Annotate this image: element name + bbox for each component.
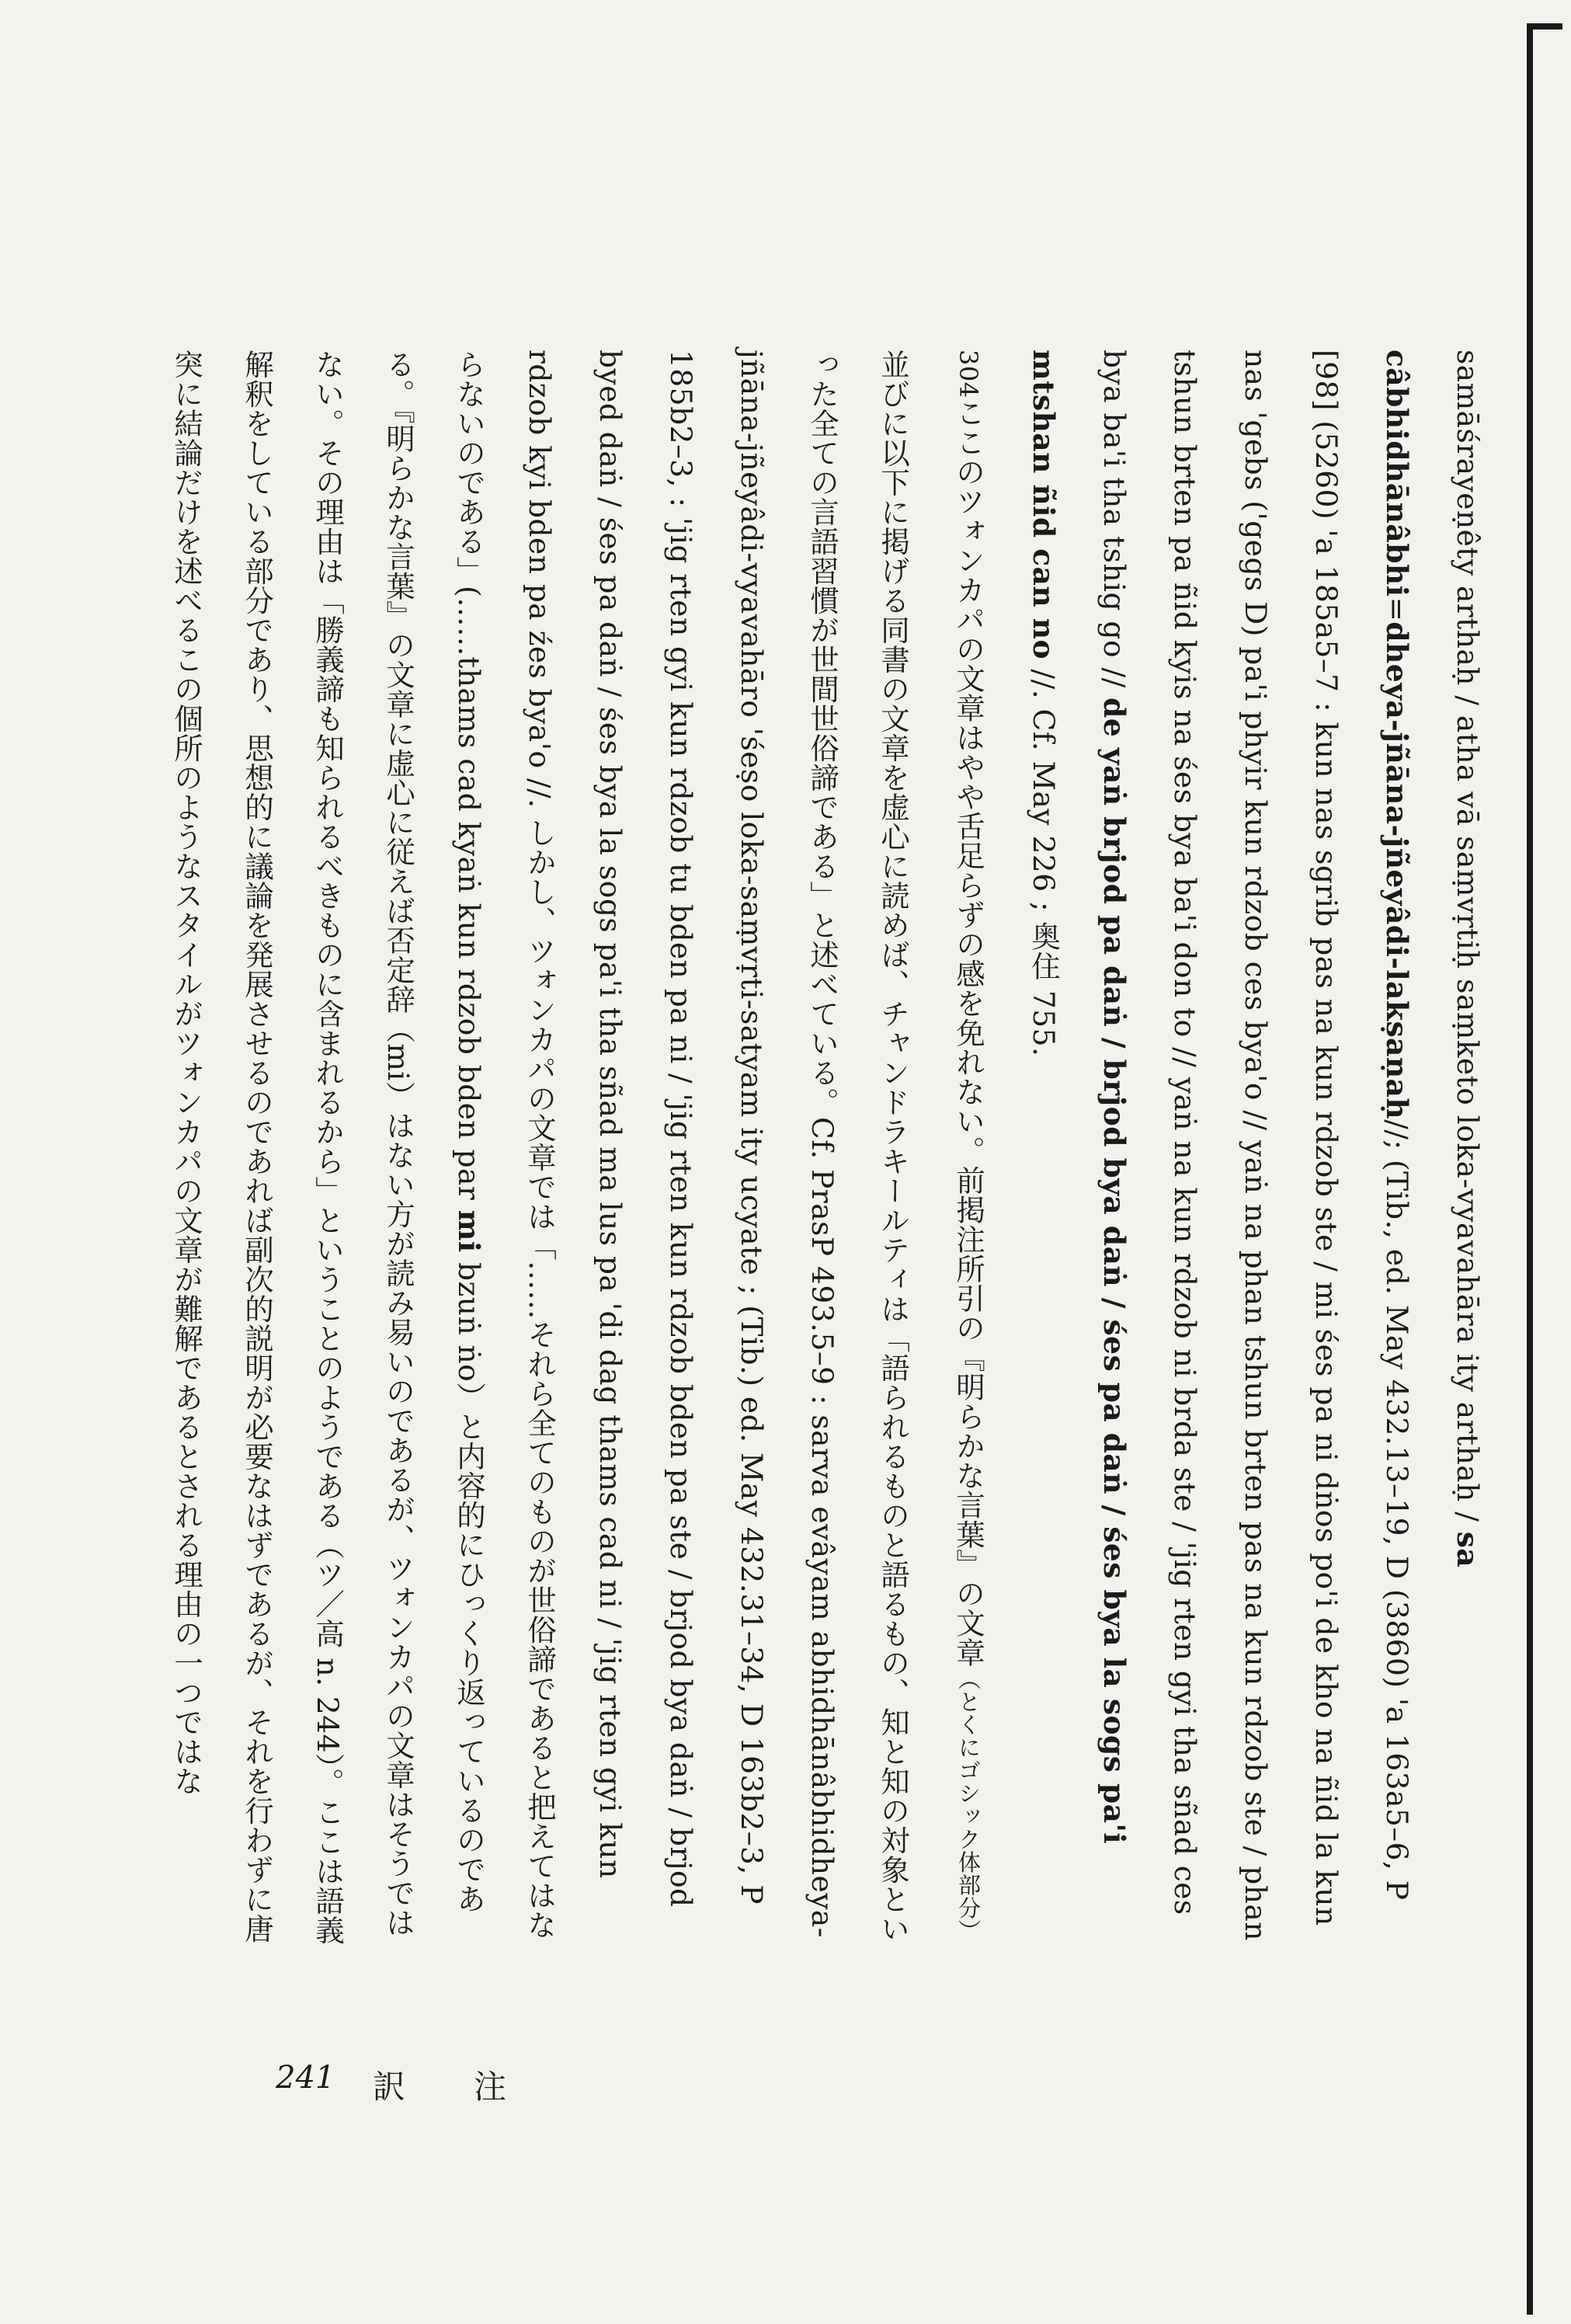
bold-text: mi (452, 1209, 486, 1253)
text-run: ここのツォンカパの文章はやや舌足らずの感を免れない。前掲注所引の『明らかな言葉』の文章 (951, 398, 985, 1668)
main-text-block (169, 350, 1503, 1950)
running-head-char-2: 注 (474, 2068, 521, 2106)
binding-edge-cap (1527, 23, 1562, 30)
binding-edge-rule (1527, 23, 1533, 2315)
page-number: 241 (276, 2060, 335, 2096)
text-run: bzuṅ ṅo）と内容的にひっくり返っているのである。『明らかな言葉』の文章に虚心に従えば否定辞（mi）はない方が読み易いのであるが、ツォンカパの文章はそうではない。その理由は「勝義諦も知られるべきものに含まれるから」ということのようである（ツ／高 n. 244）。ここは語義解釈をしている部分であり、思想的に議論を発展させるのであれば副次的説明が必要なはずであるが、それを行わずに唐突に結論だけを述べるこの個所のようなスタイルがツォンカパの文章が難解であるとされる理由の一つではな (169, 350, 486, 1946)
text-run: samāśrayeṇêty arthaḥ / atha vā saṃvṛtiḥ saṃketo loka-vyavahāra ity arthaḥ / (1451, 350, 1485, 1532)
running-head-char-1: 訳 (373, 2068, 420, 2106)
note-number: 304 (954, 350, 983, 398)
text-run: = (1380, 597, 1414, 622)
paragraph-sanskrit-tibetan (1008, 350, 1503, 1950)
text-run: //; (Tib., ed. May 432.13–19, D (3860) 'a 163a5–6, P [98] (5260) 'a 185a5–7 : kun nas sgrib pas na kun rdzob ste / mi śes pa ni dṅos po'i de kho na ñid la kun nas 'gebs ('gegs D) pa'i phyir kun rdzob ces bya'o // yaṅ na phan tshun brten pas na kun rdzob ste / phan tshun brten pa ñid kyis na śes bya ba'i don to // yaṅ na kun rdzob ni brda ste / 'jig rten gyi tha sñad ces bya ba'i tha tshig go // (1097, 350, 1414, 1941)
bold-text: dheya-jñāna-jñeyâdi-lakṣaṇaḥ (1380, 621, 1414, 1120)
text-run: 並びに以下に掲げる同書の文章を虚心に読めば、チャンドラキールティは「語られるものと語るもの、知と知の対象といった全ての言語習慣が世間世俗諦である」と述べている。Cf. PrasP 493.5–9 : sarva evâyam abhidhānâbhidheya-jñāna-jñeyâdi-vyavahāro 'śeṣo loka-saṃvṛti-satyam ity ucyate ; (Tib.) ed. May 432.31–34, D 163b2–3, P 185b2–3, : 'jig rten gyi kun rdzob tu bden pa ni / 'jig rten kun rdzob bden pa ste / brjod bya daṅ / brjod byed daṅ / śes pa daṅ / śes bya la sogs pa'i tha sñad ma lus pa 'di dag thams cad ni / 'jig rten gyi kun rdzob kyi bden pa źes bya'o //. しかし、ツォンカパの文章では「……それら全てのものが世俗諦であると把えてはならないのである」(……thams cad kyaṅ kun rdzob bden par (452, 350, 910, 1943)
small-text: （とくにゴシック体部分） (955, 1667, 982, 1943)
bold-text: de yaṅ brjod pa daṅ / brjod bya daṅ / śes pa daṅ / śes bya la sogs pa'i mtshan ñid can no (1027, 350, 1131, 1845)
text-run: //. Cf. May 226 ; 奥住 755. (1027, 659, 1061, 1057)
note-304 (151, 350, 1008, 1950)
bold-text: sa câbhidhānâbhi (1380, 350, 1485, 1568)
